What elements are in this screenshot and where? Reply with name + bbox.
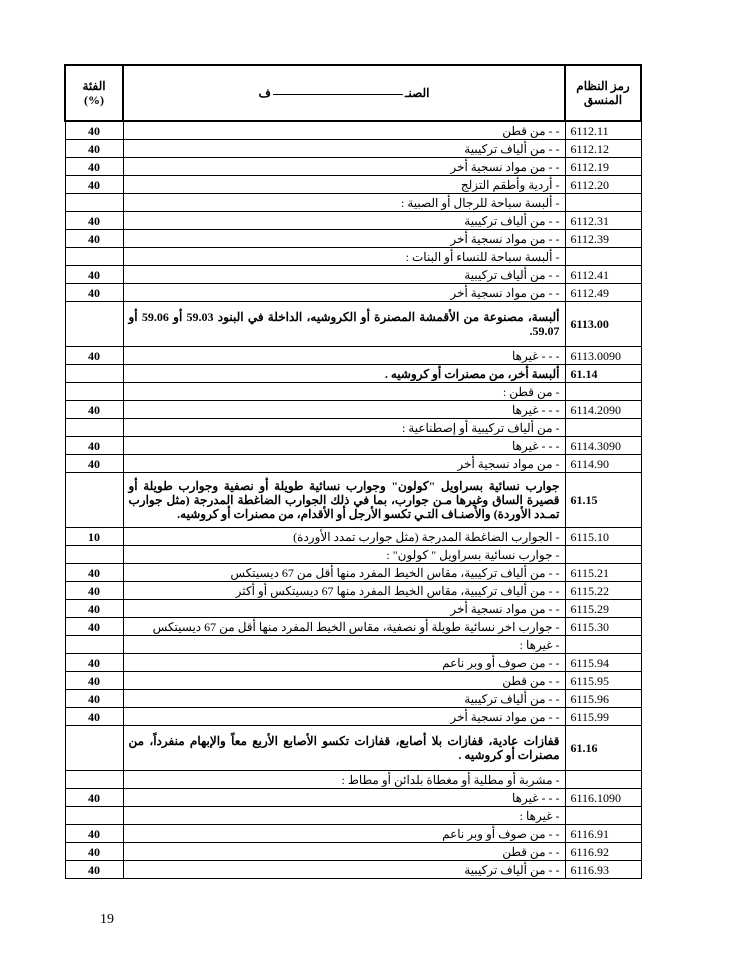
table-header bbox=[65, 65, 641, 121]
duty-rate: 40 bbox=[65, 347, 123, 365]
hs-code: 6113.0090 bbox=[565, 347, 641, 365]
header-code bbox=[565, 65, 641, 121]
table-row bbox=[65, 843, 641, 861]
item-description: - الجوارب الضاغطة المدرجة (مثل جوارب تمدد الأوردة) bbox=[123, 528, 565, 546]
table-row bbox=[65, 789, 641, 807]
hs-code: 6115.99 bbox=[565, 708, 641, 726]
item-description: - - من قطن bbox=[123, 121, 565, 140]
item-description: - - من صوف أو وبر ناعم bbox=[123, 654, 565, 672]
duty-rate bbox=[65, 419, 123, 437]
duty-rate bbox=[65, 365, 123, 383]
item-description: - - من ألياف تركيبية bbox=[123, 212, 565, 230]
hs-code: 61.15 bbox=[565, 473, 641, 528]
hs-code: 6112.12 bbox=[565, 140, 641, 158]
item-description: - - من مواد نسجية أخر bbox=[123, 708, 565, 726]
item-description: - - من ألياف تركيبية bbox=[123, 861, 565, 879]
duty-rate: 40 bbox=[65, 789, 123, 807]
header-description bbox=[123, 65, 565, 121]
item-description: - مشربة أو مطلية أو مغطاة بلدائن أو مطاط : bbox=[123, 771, 565, 789]
hs-code bbox=[565, 636, 641, 654]
hs-code: 6112.19 bbox=[565, 158, 641, 176]
table-row bbox=[65, 672, 641, 690]
item-description: - غيرها : bbox=[123, 807, 565, 825]
item-description: - - من مواد نسجية أخر bbox=[123, 158, 565, 176]
header-description-end: ف bbox=[258, 86, 271, 100]
table-row bbox=[65, 140, 641, 158]
duty-rate: 40 bbox=[65, 455, 123, 473]
item-description: - - من صوف أو وبر ناعم bbox=[123, 825, 565, 843]
item-description: - ألبسة سباحة للرجال أو الصبية : bbox=[123, 194, 565, 212]
duty-rate: 40 bbox=[65, 861, 123, 879]
table-row bbox=[65, 582, 641, 600]
hs-code: 6114.3090 bbox=[565, 437, 641, 455]
hs-code bbox=[565, 807, 641, 825]
duty-rate: 40 bbox=[65, 437, 123, 455]
hs-code bbox=[565, 546, 641, 564]
hs-code: 6114.2090 bbox=[565, 401, 641, 419]
item-description: - - من مواد نسجية أخر bbox=[123, 284, 565, 302]
duty-rate: 40 bbox=[65, 564, 123, 582]
item-description: - جوارب اخر نسائية طويلة أو نصفية، مقاس الخيط المفرد منها أقل من 67 ديسيتكس bbox=[123, 618, 565, 636]
table-row bbox=[65, 437, 641, 455]
hs-code: 6115.95 bbox=[565, 672, 641, 690]
duty-rate bbox=[65, 726, 123, 771]
duty-rate: 40 bbox=[65, 176, 123, 194]
table-row bbox=[65, 654, 641, 672]
duty-rate bbox=[65, 383, 123, 401]
hs-code: 6112.31 bbox=[565, 212, 641, 230]
duty-rate: 40 bbox=[65, 212, 123, 230]
table-row bbox=[65, 726, 641, 771]
hs-code: 61.16 bbox=[565, 726, 641, 771]
duty-rate: 40 bbox=[65, 825, 123, 843]
hs-code bbox=[565, 771, 641, 789]
hs-code: 6115.96 bbox=[565, 690, 641, 708]
item-description: - جوارب نسائية بسراويل " كولون" : bbox=[123, 546, 565, 564]
hs-code: 6112.20 bbox=[565, 176, 641, 194]
table-row bbox=[65, 121, 641, 140]
duty-rate: 40 bbox=[65, 121, 123, 140]
table-row bbox=[65, 455, 641, 473]
duty-rate bbox=[65, 807, 123, 825]
hs-code: 6116.93 bbox=[565, 861, 641, 879]
item-description: - من مواد نسجية أخر bbox=[123, 455, 565, 473]
header-title-rule bbox=[273, 94, 403, 95]
item-description: - - - غيرها bbox=[123, 347, 565, 365]
item-description: - - - غيرها bbox=[123, 437, 565, 455]
hs-code: 6115.30 bbox=[565, 618, 641, 636]
item-description: - غيرها : bbox=[123, 636, 565, 654]
hs-code: 6113.00 bbox=[565, 302, 641, 347]
hs-code bbox=[565, 383, 641, 401]
table-row bbox=[65, 546, 641, 564]
table-row bbox=[65, 284, 641, 302]
duty-rate: 40 bbox=[65, 672, 123, 690]
duty-rate: 40 bbox=[65, 708, 123, 726]
item-description: - من ألياف تركيبية أو إصطناعية : bbox=[123, 419, 565, 437]
item-description: - ألبسة سباحة للنساء أو البنات : bbox=[123, 248, 565, 266]
header-description-start: الصنـ bbox=[404, 86, 430, 100]
table-row bbox=[65, 708, 641, 726]
tariff-table bbox=[64, 64, 642, 879]
hs-code: 6116.91 bbox=[565, 825, 641, 843]
table-row bbox=[65, 528, 641, 546]
table-row bbox=[65, 383, 641, 401]
duty-rate: 40 bbox=[65, 158, 123, 176]
table-row bbox=[65, 600, 641, 618]
table-row bbox=[65, 194, 641, 212]
item-description: - - من قطن bbox=[123, 843, 565, 861]
item-description: - - من مواد نسجية أخر bbox=[123, 230, 565, 248]
table-row bbox=[65, 419, 641, 437]
table-row bbox=[65, 564, 641, 582]
table-row bbox=[65, 473, 641, 528]
item-description: ألبسة، مصنوعة من الأقمشة المصنرة أو الكروشيه، الداخلة في البنود 59.03 أو 59.06 أو 59.07. bbox=[123, 302, 565, 347]
table-row bbox=[65, 401, 641, 419]
item-description: - - - غيرها bbox=[123, 401, 565, 419]
duty-rate: 40 bbox=[65, 843, 123, 861]
item-description: - - من مواد نسجية أخر bbox=[123, 600, 565, 618]
duty-rate: 40 bbox=[65, 266, 123, 284]
hs-code bbox=[565, 419, 641, 437]
table-row bbox=[65, 212, 641, 230]
hs-code: 6115.22 bbox=[565, 582, 641, 600]
duty-rate: 40 bbox=[65, 690, 123, 708]
table-row bbox=[65, 302, 641, 347]
hs-code bbox=[565, 194, 641, 212]
item-description: - من قطن : bbox=[123, 383, 565, 401]
table-row bbox=[65, 230, 641, 248]
item-description: قفازات عادية، قفازات بلا أصابع، قفازات تكسو الأصابع الأربع معاً والإبهام منفرداً، من مصنرات أو كروشيه . bbox=[123, 726, 565, 771]
hs-code: 6112.49 bbox=[565, 284, 641, 302]
duty-rate: 40 bbox=[65, 140, 123, 158]
duty-rate bbox=[65, 636, 123, 654]
duty-rate bbox=[65, 248, 123, 266]
table-row bbox=[65, 158, 641, 176]
duty-rate bbox=[65, 546, 123, 564]
hs-code: 6115.10 bbox=[565, 528, 641, 546]
item-description: - - من ألياف تركيبية bbox=[123, 266, 565, 284]
hs-code bbox=[565, 248, 641, 266]
item-description: - - من ألياف تركيبية، مقاس الخيط المفرد منها أقل من 67 ديسيتكس bbox=[123, 564, 565, 582]
hs-code: 6112.11 bbox=[565, 121, 641, 140]
table-row bbox=[65, 618, 641, 636]
item-description: - - من ألياف تركيبية، مقاس الخيط المفرد منها 67 ديسيتكس أو أكثر bbox=[123, 582, 565, 600]
hs-code: 61.14 bbox=[565, 365, 641, 383]
duty-rate: 10 bbox=[65, 528, 123, 546]
header-category-line2: (%) bbox=[84, 93, 104, 107]
table-row bbox=[65, 347, 641, 365]
item-description: جوارب نسائية بسراويل "كولون" وجوارب نسائية طويلة أو نصفية وجوارب طويلة أو قصيرة الساق وغيرها مـن جوارب، بما في ذلك الجوارب الضاغطة المدرجة (مثل جوارب تمـدد الأوردة) والأصنـاف التـي تكسو الأرجل أو الأقدام، من مصنرات أو كروشيه. bbox=[123, 473, 565, 528]
hs-code: 6116.1090 bbox=[565, 789, 641, 807]
hs-code: 6115.29 bbox=[565, 600, 641, 618]
hs-code: 6116.92 bbox=[565, 843, 641, 861]
table-row bbox=[65, 807, 641, 825]
header-category-line1: الفئة bbox=[82, 79, 106, 93]
hs-code: 6112.41 bbox=[565, 266, 641, 284]
duty-rate bbox=[65, 194, 123, 212]
table-row bbox=[65, 176, 641, 194]
header-category bbox=[65, 65, 123, 121]
duty-rate: 40 bbox=[65, 618, 123, 636]
hs-code: 6115.94 bbox=[565, 654, 641, 672]
table-row bbox=[65, 690, 641, 708]
item-description: - أردية وأطقم التزلج bbox=[123, 176, 565, 194]
table-row bbox=[65, 825, 641, 843]
item-description: - - - غيرها bbox=[123, 789, 565, 807]
table-row bbox=[65, 771, 641, 789]
header-code-line1: رمز النظام bbox=[576, 79, 630, 93]
duty-rate: 40 bbox=[65, 401, 123, 419]
hs-code: 6114.90 bbox=[565, 455, 641, 473]
table-row bbox=[65, 861, 641, 879]
item-description: - - من قطن bbox=[123, 672, 565, 690]
table-row bbox=[65, 266, 641, 284]
header-code-line2: المنسق bbox=[583, 93, 623, 107]
item-description: ألبسة أخر، من مصنرات أو كروشيه . bbox=[123, 365, 565, 383]
table-row bbox=[65, 636, 641, 654]
duty-rate: 40 bbox=[65, 582, 123, 600]
duty-rate bbox=[65, 473, 123, 528]
duty-rate bbox=[65, 302, 123, 347]
duty-rate: 40 bbox=[65, 284, 123, 302]
hs-code: 6115.21 bbox=[565, 564, 641, 582]
table-row bbox=[65, 248, 641, 266]
item-description: - - من ألياف تركيبية bbox=[123, 690, 565, 708]
item-description: - - من ألياف تركيبية bbox=[123, 140, 565, 158]
hs-code: 6112.39 bbox=[565, 230, 641, 248]
duty-rate bbox=[65, 771, 123, 789]
page-number: 19 bbox=[100, 912, 114, 927]
duty-rate: 40 bbox=[65, 654, 123, 672]
duty-rate: 40 bbox=[65, 230, 123, 248]
duty-rate: 40 bbox=[65, 600, 123, 618]
table-row bbox=[65, 365, 641, 383]
